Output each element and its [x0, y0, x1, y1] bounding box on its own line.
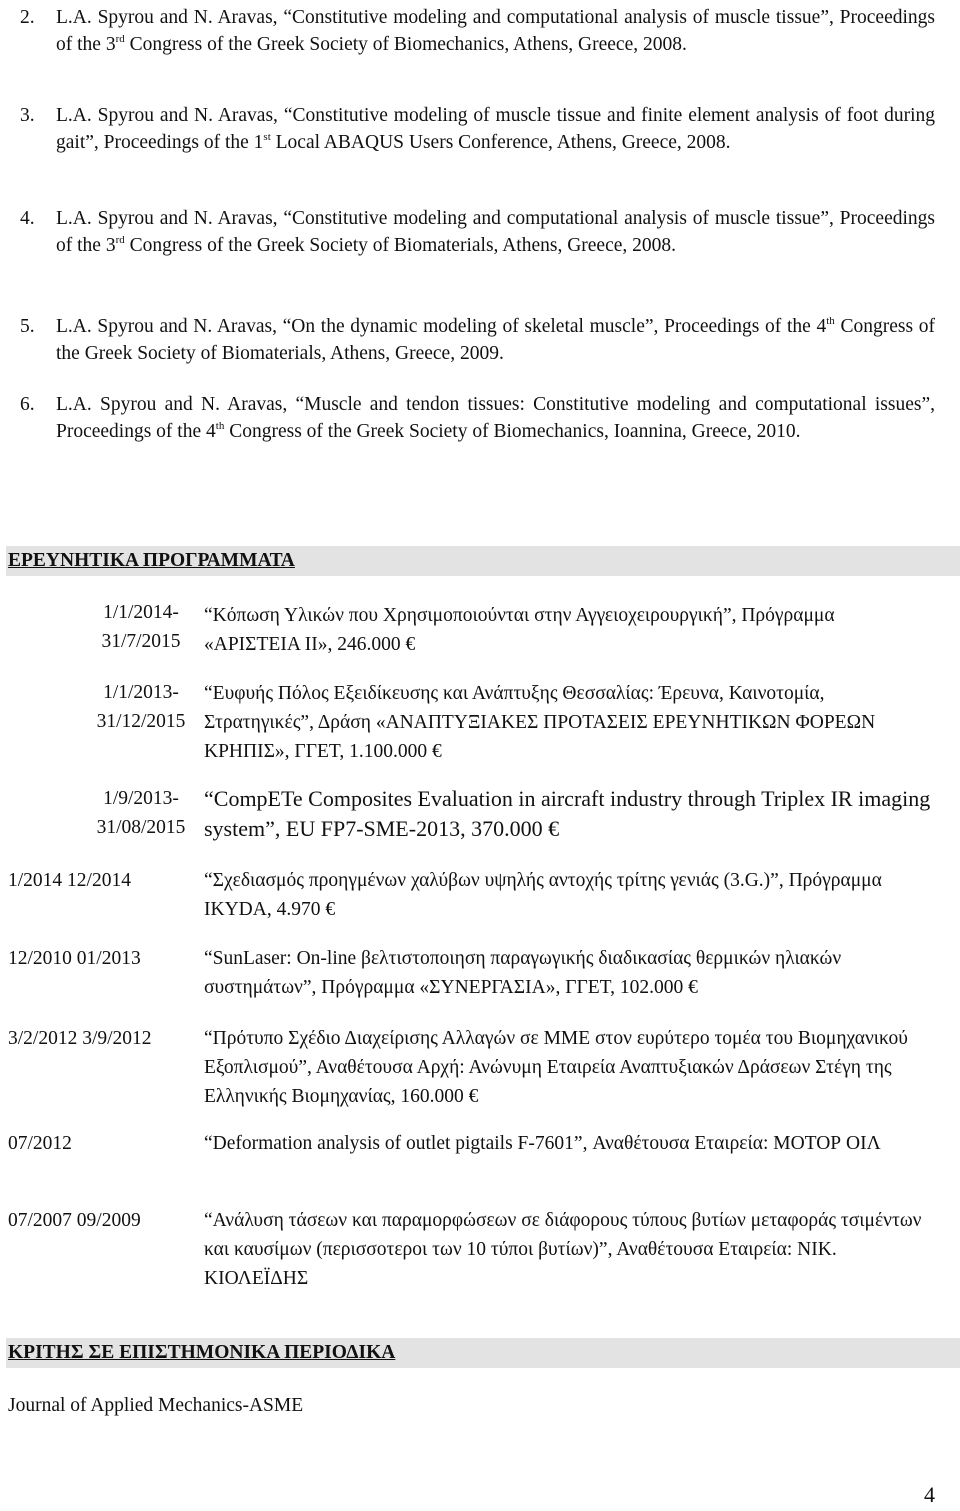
project-date: 07/2012	[8, 1133, 72, 1154]
reference-authors: L.A. Spyrou and N. Aravas,	[56, 208, 284, 229]
reference-number: 4.	[20, 208, 35, 229]
project-description: “Κόπωση Υλικών που Χρησιμοποιούνται στην Αγγειοχειρουργική”, Πρόγραμμα «ΑΡΙΣΤΕΙΑ ΙΙ», 246.000 €	[204, 605, 835, 655]
project-date: 1/1/2014- 31/7/2015	[101, 602, 181, 652]
reference-item: 4. L.A. Spyrou and N. Aravas, “Constitutive modeling and computational analysis of muscle tissue”, Proceedings of the 3rd Congress of the Greek Society of Biomaterials, Athens, Greece, 2008.	[20, 205, 935, 259]
reference-number: 2.	[20, 7, 35, 28]
reference-authors: L.A. Spyrou and N. Aravas,	[56, 394, 296, 415]
project-title: Κόπωση Υλικών που Χρησιμοποιούνται στην Αγγειοχειρουργική	[212, 605, 723, 626]
reference-number: 5.	[20, 316, 35, 337]
project-title: Ανάλυση τάσεων και παραμορφώσεων σε διάφορους τύπους βυτίων μεταφοράς τσιμέντων και καυσίμων (περισσοτεροι των 10 τύποι βυτίων)	[204, 1210, 922, 1260]
project-description: “Πρότυπο Σχέδιο Διαχείρισης Αλλαγών σε ΜΜΕ στον ευρύτερο τομέα του Βιομηχανικού Εξοπλισμού”, Αναθέτουσα Αρχή: Ανώνυμη Εταιρεία Αναπτυξιακών Δράσεων Στέγη της Ελληνικής Βιομηχανίας, 160.000 €	[204, 1028, 908, 1107]
page-number: 4	[924, 1482, 935, 1507]
reference-title: Constitutive modeling and computational analysis of muscle tissue	[292, 7, 821, 28]
project-date: 1/2014 12/2014	[8, 870, 131, 891]
project-description: “Ανάλυση τάσεων και παραμορφώσεων σε διάφορους τύπους βυτίων μεταφοράς τσιμέντων και καυσίμων (περισσοτεροι των 10 τύποι βυτίων)”, Αναθέτουσα Εταιρεία: ΝΙΚ. ΚΙΟΛΕΪΔΗΣ	[204, 1210, 922, 1289]
project-date: 12/2010 01/2013	[8, 948, 141, 969]
project-date: 07/2007 09/2009	[8, 1210, 141, 1231]
reference-authors: L.A. Spyrou and N. Aravas,	[56, 105, 284, 126]
reference-authors: L.A. Spyrou and N. Aravas,	[56, 316, 283, 337]
reference-number: 3.	[20, 105, 35, 126]
project-description: “Deformation analysis of outlet pigtails F-7601”, Αναθέτουσα Εταιρεία: ΜΟΤΟΡ ΟΙΛ	[204, 1133, 881, 1154]
journal-name: Journal of Applied Mechanics-ASME	[8, 1395, 304, 1416]
reference-item: 3. L.A. Spyrou and N. Aravas, “Constitutive modeling of muscle tissue and finite element analysis of foot during gait”, Proceedings of the 1st Local ABAQUS Users Conference, Athens, Greece, 2008.	[20, 102, 935, 156]
research-programs-heading: ΕΡΕΥΝΗΤΙΚΑ ΠΡΟΓΡΑΜΜΑΤΑ	[6, 546, 960, 576]
project-date: 1/1/2013- 31/12/2015	[96, 682, 186, 732]
project-title: SunLaser: On-line βελτιστοποιηση παραγωγικής διαδικασίας θερμικών ηλιακών συστημάτων	[204, 948, 842, 998]
project-description: “Ευφυής Πόλος Εξειδίκευσης και Ανάπτυξης Θεσσαλίας: Έρευνα, Καινοτομία, Στρατηγικές”, Δράση «ΑΝΑΠΤΥΞΙΑΚΕΣ ΠΡΟΤΑΣΕΙΣ ΕΡΕΥΝΗΤΙΚΩΝ ΦΟΡΕΩΝ ΚΡΗΠΙΣ», ΓΓΕΤ, 1.100.000 €	[204, 683, 876, 762]
project-title: Πρότυπο Σχέδιο Διαχείρισης Αλλαγών σε ΜΜΕ στον ευρύτερο τομέα του Βιομηχανικού Εξοπλισμού	[204, 1028, 908, 1078]
reference-title: Constitutive modeling and computational analysis of muscle tissue	[292, 208, 821, 229]
reference-item: 6. L.A. Spyrou and N. Aravas, “Muscle and tendon tissues: Constitutive modeling and computational issues”, Proceedings of the 4th Congress of the Greek Society of Biomechanics, Ioannina, Greece, 2010.	[20, 391, 935, 445]
reference-item: 5. L.A. Spyrou and N. Aravas, “On the dynamic modeling of skeletal muscle”, Proceedings of the 4th Congress of the Greek Society of Biomaterials, Athens, Greece, 2009.	[20, 314, 935, 364]
project-description: “Σχεδιασμός προηγμένων χαλύβων υψηλής αντοχής τρίτης γενιάς (3.G.)”, Πρόγραμμα IKYDA, 4.970 €	[204, 870, 882, 920]
reference-title: Constitutive modeling of muscle tissue and finite element analysis of foot during gait	[56, 105, 936, 153]
project-date: 1/9/2013- 31/08/2015	[96, 788, 186, 838]
reference-item: 2. L.A. Spyrou and N. Aravas, “Constitutive modeling and computational analysis of muscle tissue”, Proceedings of the 3rd Congress of the Greek Society of Biomechanics, Athens, Greece, 2008.	[20, 4, 935, 58]
project-date: 3/2/2012 3/9/2012	[8, 1028, 152, 1049]
reference-title: On the dynamic modeling of skeletal muscle	[291, 316, 645, 337]
project-title: Σχεδιασμός προηγμένων χαλύβων υψηλής αντοχής τρίτης γενιάς (3.G.)	[212, 870, 771, 891]
journal-reviewer-heading: ΚΡΙΤΗΣ ΣΕ ΕΠΙΣΤΗΜΟΝΙΚΑ ΠΕΡΙΟΔΙΚΑ	[6, 1338, 960, 1368]
reference-title: Muscle and tendon tissues: Constitutive modeling and computational issues	[304, 394, 922, 415]
reference-authors: L.A. Spyrou and N. Aravas,	[56, 7, 284, 28]
project-description: “SunLaser: On-line βελτιστοποιηση παραγωγικής διαδικασίας θερμικών ηλιακών συστημάτων”, Πρόγραμμα «ΣΥΝΕΡΓΑΣΙΑ», ΓΓΕΤ, 102.000 €	[204, 948, 842, 998]
project-title: Ευφυής Πόλος Εξειδίκευσης και Ανάπτυξης Θεσσαλίας: Έρευνα, Καινοτομία, Στρατηγικές	[204, 683, 825, 733]
project-description: “CompETe Composites Evaluation in aircraft industry through Triplex IR imaging system”, EU FP7-SME-2013, 370.000 €	[204, 786, 931, 841]
reference-number: 6.	[20, 394, 35, 415]
project-title: CompETe Composites Evaluation in aircraft industry through Triplex IR imaging system	[204, 786, 931, 841]
project-title: Deformation analysis of outlet pigtails F-7601	[212, 1133, 574, 1154]
